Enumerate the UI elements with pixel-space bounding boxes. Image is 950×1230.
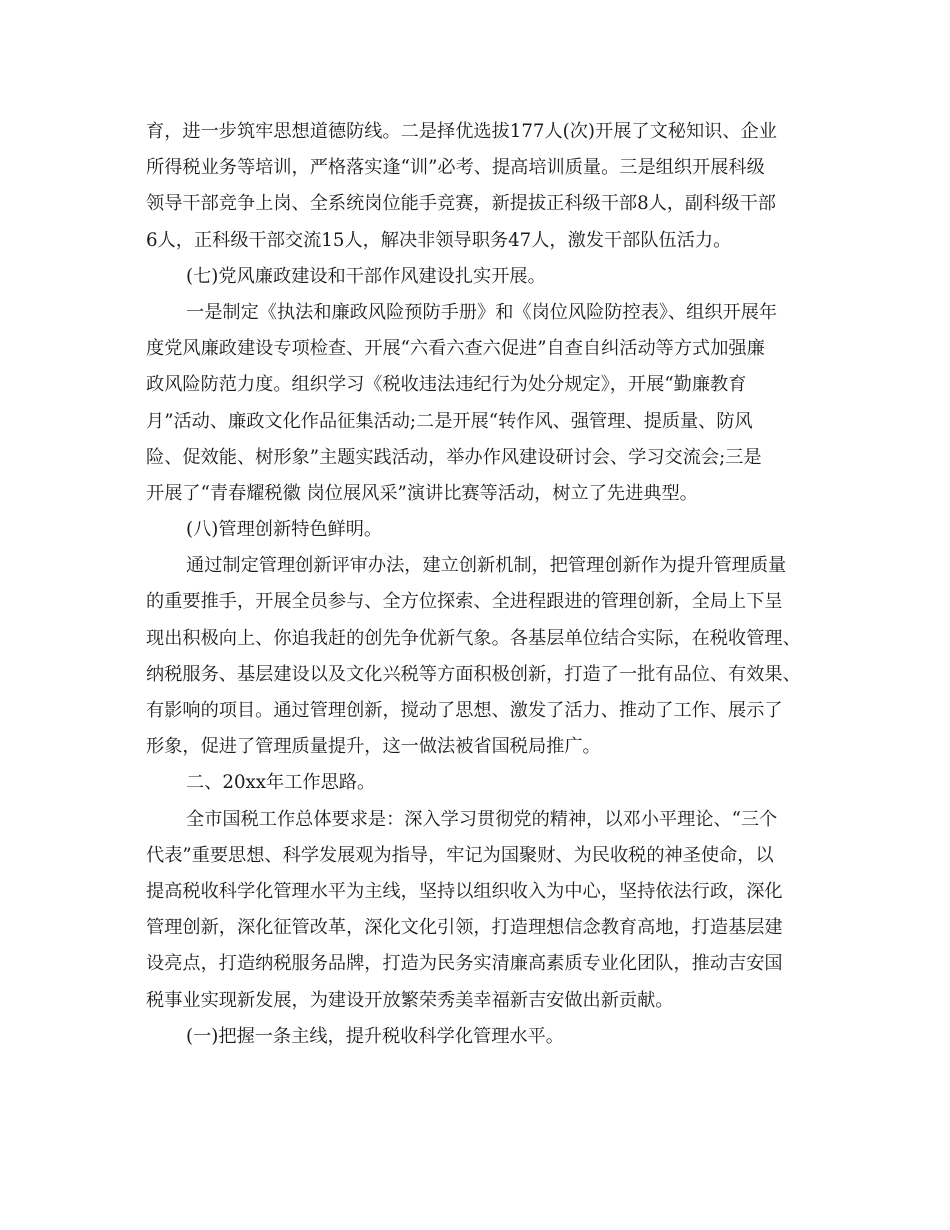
text-line: 育，进一步筑牢思想道德防线。二是择优选拔177人(次)开展了文秘知识、企业 xyxy=(146,121,777,142)
text-line: (七)党风廉政建设和干部作风建设扎实开展。 xyxy=(186,265,546,287)
text-line: 设亮点，打造纳税服务品牌，打造为民务实清廉高素质专业化团队，推动吉安国 xyxy=(146,953,783,975)
text-line: (一)把握一条主线，提升税收科学化管理水平。 xyxy=(186,1025,564,1047)
text-line: 形象，促进了管理质量提升，这一做法被省国税局推广。 xyxy=(146,736,601,758)
text-line: 月”活动、廉政文化作品征集活动;二是开展“转作风、强管理、提质量、防风 xyxy=(146,410,753,432)
text-line: 纳税服务、基层建设以及文化兴税等方面积极创新，打造了一批有品位、有效果、 xyxy=(146,663,801,685)
text-line: 的重要推手，开展全员参与、全方位探索、全进程跟进的管理创新，全局上下呈 xyxy=(146,591,783,613)
text-line: 提高税收科学化管理水平为主线，坚持以组织收入为中心，坚持依法行政，深化 xyxy=(146,880,783,902)
text-line: 所得税业务等培训，严格落实逢“训”必考、提高培训质量。三是组织开展科级 xyxy=(146,157,765,179)
text-line: 领导干部竞争上岗、全系统岗位能手竞赛，新提拔正科级干部8人，副科级干部 xyxy=(146,193,776,215)
text-line: 代表”重要思想、科学发展观为指导，牢记为国聚财、为民收税的神圣使命，以 xyxy=(146,844,774,866)
text-line: 税事业实现新发展，为建设开放繁荣秀美幸福新吉安做出新贡献。 xyxy=(146,989,674,1011)
text-line: 二、20xx年工作思路。 xyxy=(186,772,376,794)
text-line: 政风险防范力度。组织学习《税收违法违纪行为处分规定》，开展“勤廉教育 xyxy=(146,374,747,396)
document-body xyxy=(146,114,818,1055)
text-line: 现出积极向上、你追我赶的创先争优新气象。各基层单位结合实际，在税收管理、 xyxy=(146,627,801,649)
text-line: 一是制定《执法和廉政风险预防手册》和《岗位风险防控表》、组织开展年 xyxy=(186,301,778,323)
text-line: 全市国税工作总体要求是：深入学习贯彻党的精神，以邓小平理论、“三个 xyxy=(186,808,778,830)
text-line: 有影响的项目。通过管理创新，搅动了思想、激发了活力、推动了工作、展示了 xyxy=(146,700,783,721)
text-line: 管理创新，深化征管改革，深化文化引领，打造理想信念教育高地，打造基层建 xyxy=(146,917,783,939)
text-line: 6人，正科级干部交流15人，解决非领导职务47人，激发干部队伍活力。 xyxy=(146,229,732,251)
text-line: 开展了“青春耀税徽 岗位展风采”演讲比赛等活动，树立了先进典型。 xyxy=(146,482,698,504)
text-line: 度党风廉政建设专项检查、开展“六看六查六促进”自查自纠活动等方式加强廉 xyxy=(146,338,765,360)
text-line: (八)管理创新特色鲜明。 xyxy=(186,519,383,541)
text-line: 通过制定管理创新评审办法，建立创新机制，把管理创新作为提升管理质量 xyxy=(186,555,787,577)
text-line: 险、促效能、树形象”主题实践活动，举办作风建设研讨会、学习交流会;三是 xyxy=(146,446,762,468)
